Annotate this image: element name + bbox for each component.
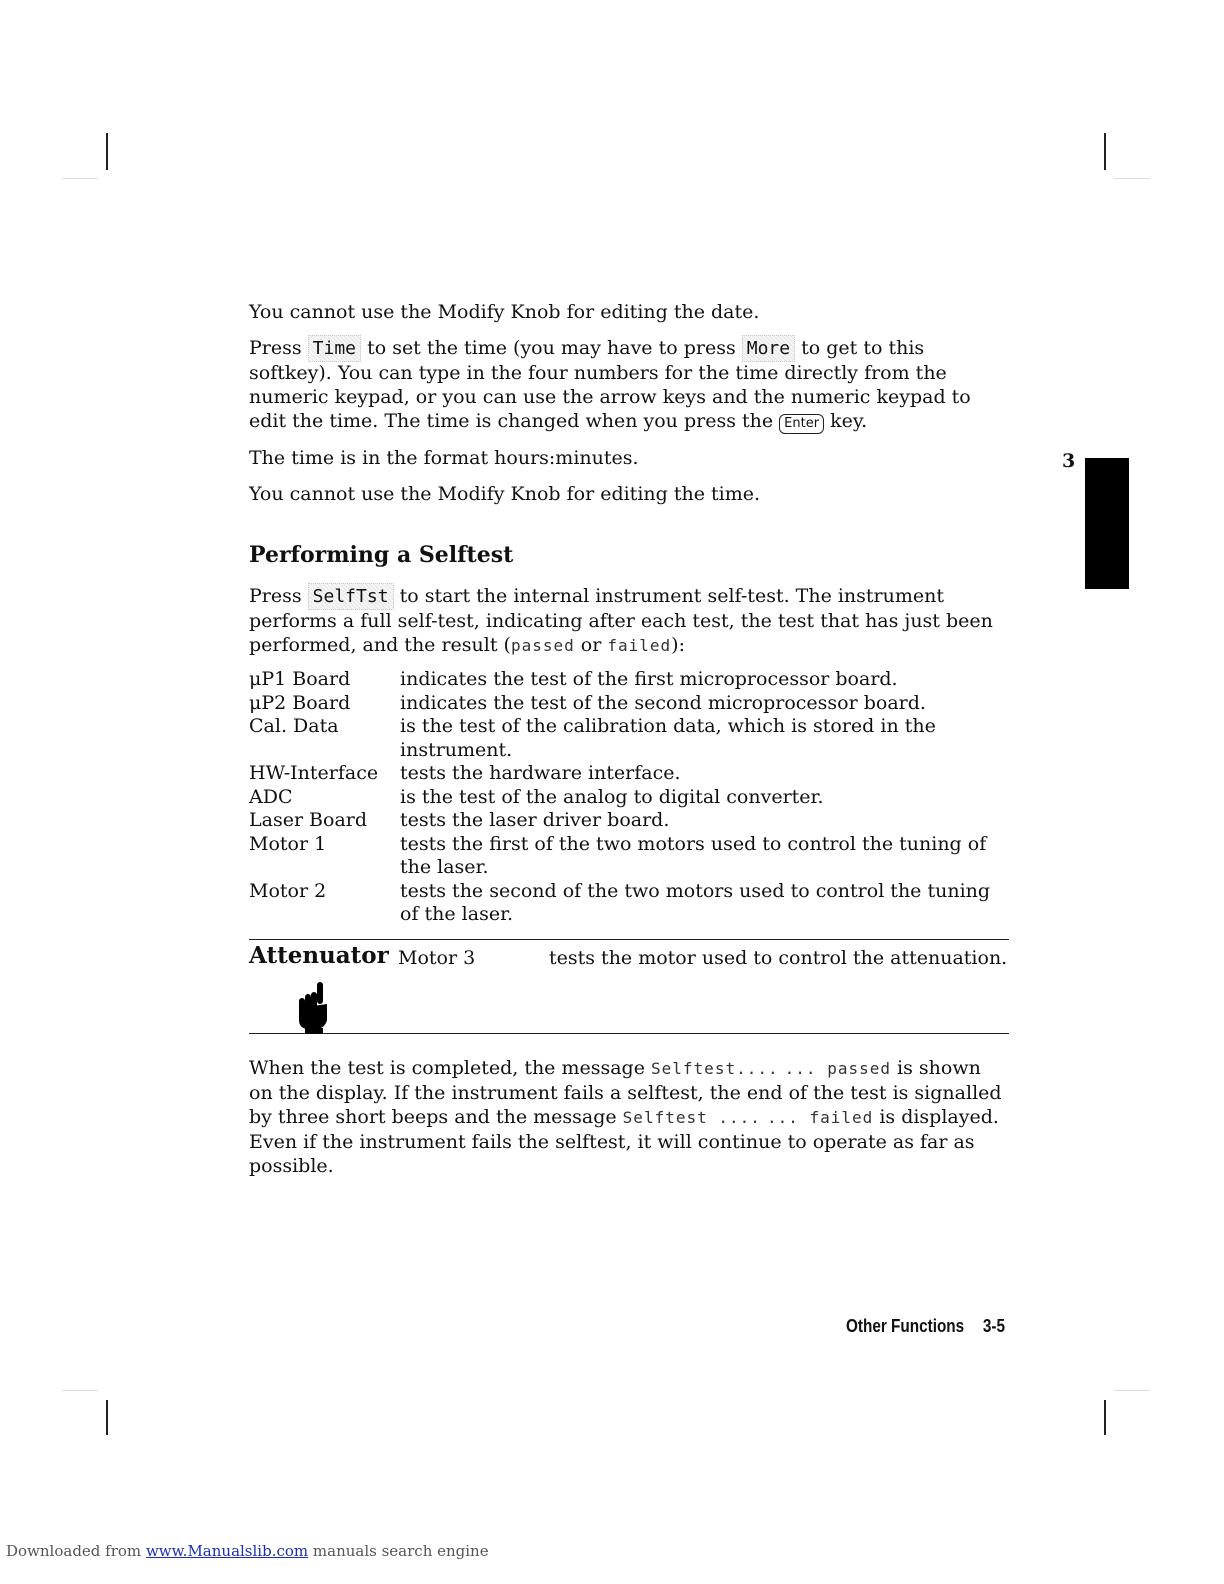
more-softkey: More (742, 335, 795, 362)
time-note: You cannot use the Modify Knob for editing the time. (249, 483, 760, 505)
text: to start the internal instrument self-test. The instrument performs a full self-test, indicating after each test, the test that has just been performed, and the result ( (249, 585, 993, 656)
test-description: tests the hardware interface. (400, 762, 681, 784)
enter-key: Enter (779, 414, 824, 434)
crop-mark (1114, 178, 1150, 179)
test-description: tests the laser driver board. (400, 809, 670, 831)
test-name: HW-Interface (249, 762, 379, 784)
date-note: You cannot use the Modify Knob for editing the date. (249, 301, 760, 323)
text: to get to this softkey). You can type in the four numbers for the time directly from the numeric keypad, or you can use the arrow keys and the numeric keypad to edit the time. The time is changed when you press the (249, 337, 971, 432)
attenuator-note (249, 939, 1009, 1034)
test-description: is the test of the analog to digital converter. (400, 785, 824, 808)
crop-mark (106, 1400, 108, 1435)
text: manuals search engine (312, 1542, 489, 1560)
note-title: Attenuator (249, 941, 389, 969)
text: or (580, 634, 602, 656)
selftest-fail-message: Selftest .... (622, 1107, 761, 1127)
table-row (249, 668, 1009, 692)
selftest-pass-message: Selftest.... (651, 1058, 779, 1078)
test-name: Motor 2 (249, 879, 327, 902)
selftest-fail-message: ... failed (766, 1107, 874, 1127)
test-name: Cal. Data (249, 715, 339, 737)
test-name: Motor 1 (249, 832, 327, 855)
time-softkey: Time (308, 335, 361, 362)
table-row (249, 692, 1009, 716)
crop-mark (106, 133, 108, 170)
text: When the test is completed, the message (249, 1056, 645, 1079)
format-note: The time is in the format hours:minutes. (249, 447, 639, 469)
test-name: μP1 Board (249, 668, 351, 690)
table-row (249, 833, 1009, 880)
test-name: ADC (249, 785, 293, 808)
page-number: 3-5 (982, 1316, 1005, 1336)
note-test-name: Motor 3 (398, 946, 476, 969)
text: is displayed. Even if the instrument fails the selftest, it will continue to operate as far as possible. (249, 1105, 999, 1177)
text: ): (671, 634, 685, 656)
footer-section: Other Functions (846, 1316, 965, 1336)
pointing-hand-icon (295, 982, 331, 1040)
failed-message: failed (607, 636, 672, 655)
selftest-pass-message: ... passed (784, 1058, 891, 1078)
text: key. (830, 410, 868, 432)
page-body (249, 300, 1009, 1190)
test-description: indicates the test of the second microprocessor board. (400, 691, 926, 714)
passed-message: passed (510, 636, 575, 655)
manualslib-link[interactable]: www.Manualslib.com (145, 1542, 309, 1560)
crop-mark (1104, 133, 1106, 170)
time-paragraph (249, 336, 1009, 434)
crop-mark (62, 1390, 98, 1391)
result-paragraph (249, 1056, 1009, 1178)
test-name: μP2 Board (249, 691, 351, 714)
test-description: is the test of the calibration data, which is stored in the instrument. (400, 715, 936, 761)
section-heading: Performing a Selftest (249, 542, 514, 568)
table-row (249, 809, 1009, 833)
table-row (249, 786, 1009, 810)
selftest-softkey: SelfTst (308, 583, 394, 610)
selftest-paragraph (249, 584, 1009, 658)
chapter-tab (1085, 458, 1129, 589)
text: is shown on the display. If the instrument fails a selftest, the end of the test is signalled by three short beeps and the message (249, 1056, 1002, 1128)
test-name: Laser Board (249, 809, 368, 831)
text: Downloaded from (6, 1542, 142, 1560)
crop-mark (1104, 1400, 1106, 1435)
text: Press (249, 337, 302, 359)
note-test-desc: tests the motor used to control the attenuation. (549, 946, 1008, 969)
test-description: indicates the test of the first microprocessor board. (400, 668, 898, 690)
test-description: tests the first of the two motors used to control the tuning of the laser. (400, 832, 987, 878)
crop-mark (1114, 1390, 1150, 1391)
table-row (249, 762, 1009, 786)
table-row (249, 715, 1009, 762)
table-row (249, 880, 1009, 927)
download-notice (6, 1542, 489, 1560)
test-description: tests the second of the two motors used to control the tuning of the laser. (400, 879, 991, 925)
page-footer (846, 1316, 1005, 1337)
crop-mark (62, 178, 98, 179)
chapter-number: 3 (1062, 450, 1076, 472)
text: to set the time (you may have to press (367, 337, 736, 359)
test-table (249, 668, 1009, 927)
text: Press (249, 585, 302, 607)
